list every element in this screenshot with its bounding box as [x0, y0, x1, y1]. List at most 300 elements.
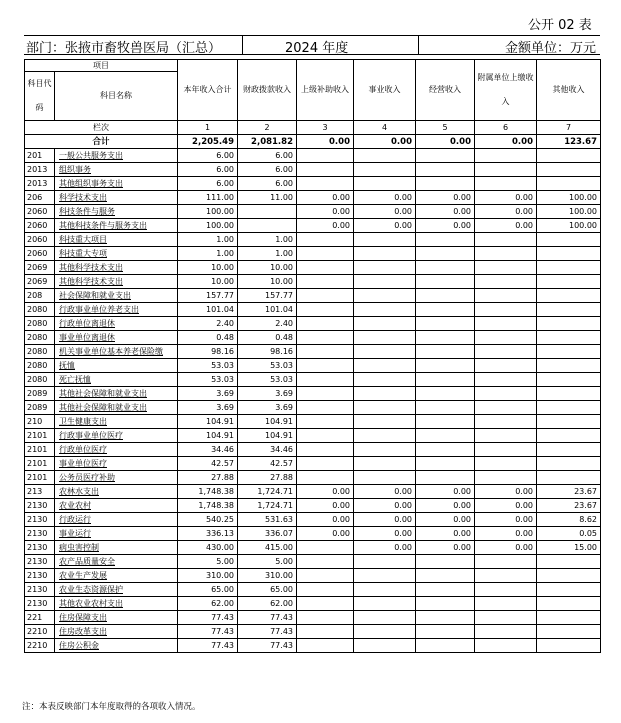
row-name	[55, 359, 178, 373]
row-code: 210	[25, 415, 55, 429]
row-value: 3.69	[238, 401, 297, 415]
row-value	[475, 639, 537, 653]
row-value: 34.46	[178, 443, 238, 457]
row-value	[537, 569, 601, 583]
table-row	[25, 359, 601, 373]
row-value	[475, 373, 537, 387]
row-name-text: 卫生健康支出	[59, 416, 107, 426]
table-row	[25, 429, 601, 443]
row-value	[297, 261, 354, 275]
row-value: 0.00	[475, 205, 537, 219]
row-value	[416, 387, 475, 401]
row-name-text: 科技重大项目	[59, 234, 107, 244]
row-value: 0.00	[416, 205, 475, 219]
row-name	[55, 625, 178, 639]
row-code: 2080	[25, 317, 55, 331]
row-value: 6.00	[238, 163, 297, 177]
row-value	[475, 429, 537, 443]
row-value	[537, 261, 601, 275]
row-name-text: 公务员医疗补助	[59, 472, 115, 482]
row-value	[475, 583, 537, 597]
row-value	[354, 387, 416, 401]
row-value: 0.00	[297, 205, 354, 219]
row-value: 15.00	[537, 541, 601, 555]
row-value: 0.00	[297, 527, 354, 541]
row-value: 77.43	[178, 639, 238, 653]
table-row	[25, 191, 601, 205]
row-value: 10.00	[238, 261, 297, 275]
row-value: 0.00	[354, 513, 416, 527]
row-name-text: 科学技术支出	[59, 192, 107, 202]
table-row	[25, 303, 601, 317]
row-value	[537, 289, 601, 303]
row-value	[416, 597, 475, 611]
row-name	[55, 219, 178, 233]
row-name	[55, 457, 178, 471]
row-value	[238, 205, 297, 219]
row-code: 2060	[25, 233, 55, 247]
row-name-text: 农业农村	[59, 500, 91, 510]
row-value	[537, 303, 601, 317]
row-value	[537, 387, 601, 401]
table-row	[25, 443, 601, 457]
row-value: 23.67	[537, 499, 601, 513]
row-code: 2130	[25, 583, 55, 597]
row-value: 1.00	[178, 247, 238, 261]
total-cell: 2,205.49	[178, 135, 238, 149]
row-name	[55, 261, 178, 275]
row-value	[297, 163, 354, 177]
table-row	[25, 275, 601, 289]
row-code: 221	[25, 611, 55, 625]
row-code: 2080	[25, 331, 55, 345]
row-value	[297, 289, 354, 303]
row-value	[354, 233, 416, 247]
row-code: 2130	[25, 499, 55, 513]
total-cell: 0.00	[475, 135, 537, 149]
total-cell: 2,081.82	[238, 135, 297, 149]
row-name-text: 住房保障支出	[59, 612, 107, 622]
row-value: 0.00	[416, 191, 475, 205]
row-value	[475, 289, 537, 303]
row-name-text: 其他组织事务支出	[59, 178, 123, 188]
row-value: 0.00	[475, 527, 537, 541]
row-value	[475, 163, 537, 177]
row-value: 0.00	[354, 205, 416, 219]
row-value: 65.00	[178, 583, 238, 597]
row-value	[537, 317, 601, 331]
row-value	[537, 331, 601, 345]
row-value	[297, 541, 354, 555]
department-label: 部门：张掖市畜牧兽医局（汇总）	[26, 41, 222, 56]
row-value	[416, 345, 475, 359]
col-header-name: 科目名称	[55, 72, 178, 121]
row-value	[297, 345, 354, 359]
amount-unit: 金额单位：万元	[504, 41, 596, 56]
row-name	[55, 233, 178, 247]
row-value: 336.13	[178, 527, 238, 541]
row-value: 34.46	[238, 443, 297, 457]
row-value: 0.00	[297, 191, 354, 205]
row-name	[55, 317, 178, 331]
row-value	[475, 597, 537, 611]
row-value	[354, 149, 416, 163]
row-value	[537, 457, 601, 471]
row-value: 5.00	[238, 555, 297, 569]
row-name-text: 农林水支出	[59, 486, 99, 496]
row-value: 0.00	[416, 513, 475, 527]
row-value: 540.25	[178, 513, 238, 527]
row-value: 0.05	[537, 527, 601, 541]
col-header-fiscal-appropriation: 财政拨款收入	[238, 60, 297, 121]
row-value: 0.00	[297, 513, 354, 527]
row-name	[55, 275, 178, 289]
row-value	[354, 597, 416, 611]
row-value	[475, 345, 537, 359]
column-number: 7	[537, 121, 601, 135]
row-value: 53.03	[238, 373, 297, 387]
row-value	[475, 625, 537, 639]
row-name-text: 其他社会保障和就业支出	[59, 402, 147, 412]
row-value: 1,724.71	[238, 499, 297, 513]
row-name-text: 病虫害控制	[59, 542, 99, 552]
row-value	[537, 149, 601, 163]
column-number: 3	[297, 121, 354, 135]
col-header-total-income: 本年收入合计	[178, 60, 238, 121]
table-row	[25, 373, 601, 387]
row-value: 11.00	[238, 191, 297, 205]
row-value: 0.00	[354, 499, 416, 513]
row-value	[354, 583, 416, 597]
row-value: 6.00	[178, 149, 238, 163]
row-code: 2089	[25, 387, 55, 401]
row-code: 213	[25, 485, 55, 499]
table-row	[25, 471, 601, 485]
row-name-text: 事业单位医疗	[59, 458, 107, 468]
row-value	[297, 597, 354, 611]
row-name	[55, 611, 178, 625]
row-value: 1.00	[238, 247, 297, 261]
row-value: 6.00	[238, 149, 297, 163]
row-value	[475, 149, 537, 163]
row-value	[354, 639, 416, 653]
row-name	[55, 387, 178, 401]
row-value: 62.00	[178, 597, 238, 611]
row-name-text: 行政单位离退休	[59, 318, 115, 328]
row-value	[475, 233, 537, 247]
column-number: 1	[178, 121, 238, 135]
row-code: 2130	[25, 527, 55, 541]
row-code: 2210	[25, 639, 55, 653]
row-value: 27.88	[238, 471, 297, 485]
row-value: 77.43	[178, 625, 238, 639]
column-number-label: 栏次	[25, 121, 178, 135]
table-row	[25, 583, 601, 597]
row-value	[537, 639, 601, 653]
row-value: 531.63	[238, 513, 297, 527]
row-value	[475, 331, 537, 345]
row-value	[475, 401, 537, 415]
row-code: 2013	[25, 177, 55, 191]
row-name	[55, 163, 178, 177]
row-value: 100.00	[537, 191, 601, 205]
col-header-other-income: 其他收入	[537, 60, 601, 121]
row-value	[475, 261, 537, 275]
row-value	[416, 177, 475, 191]
table-row	[25, 401, 601, 415]
table-row	[25, 639, 601, 653]
project-header: 项目	[25, 60, 178, 72]
table-row	[25, 289, 601, 303]
row-value: 3.69	[238, 387, 297, 401]
row-name-text: 行政事业单位医疗	[59, 430, 123, 440]
row-value	[297, 149, 354, 163]
col-header-affiliated-turnover: 附属单位上缴收入	[475, 60, 537, 121]
row-value: 10.00	[178, 261, 238, 275]
row-value	[475, 359, 537, 373]
row-name	[55, 373, 178, 387]
row-name	[55, 401, 178, 415]
row-value	[537, 275, 601, 289]
row-value	[297, 303, 354, 317]
row-value	[537, 233, 601, 247]
table-row	[25, 625, 601, 639]
table-row	[25, 163, 601, 177]
row-value: 0.00	[297, 485, 354, 499]
col-header-business-income: 事业收入	[354, 60, 416, 121]
table-row	[25, 219, 601, 233]
row-value	[537, 611, 601, 625]
row-value: 101.04	[238, 303, 297, 317]
row-value: 23.67	[537, 485, 601, 499]
row-value: 430.00	[178, 541, 238, 555]
row-value: 6.00	[178, 177, 238, 191]
row-value	[416, 569, 475, 583]
row-value	[475, 611, 537, 625]
row-value	[537, 415, 601, 429]
row-value: 27.88	[178, 471, 238, 485]
row-value	[354, 331, 416, 345]
row-value	[416, 163, 475, 177]
row-code: 201	[25, 149, 55, 163]
table-row	[25, 345, 601, 359]
row-value: 0.00	[475, 191, 537, 205]
row-value: 6.00	[178, 163, 238, 177]
row-value: 53.03	[178, 373, 238, 387]
row-value: 104.91	[238, 415, 297, 429]
row-value	[297, 471, 354, 485]
row-value	[475, 457, 537, 471]
table-row	[25, 499, 601, 513]
column-number: 6	[475, 121, 537, 135]
row-value	[354, 373, 416, 387]
row-code: 2080	[25, 303, 55, 317]
row-name-text: 组织事务	[59, 164, 91, 174]
row-name	[55, 471, 178, 485]
row-name-text: 其他科学技术支出	[59, 276, 123, 286]
row-name-text: 抚恤	[59, 360, 75, 370]
row-value	[297, 359, 354, 373]
row-value	[416, 317, 475, 331]
row-value: 1.00	[238, 233, 297, 247]
col-header-operating-income: 经营收入	[416, 60, 475, 121]
table-row	[25, 527, 601, 541]
table-row	[25, 247, 601, 261]
row-value	[297, 569, 354, 583]
row-name	[55, 191, 178, 205]
row-name-text: 农业生态资源保护	[59, 584, 123, 594]
row-name	[55, 303, 178, 317]
total-cell: 123.67	[537, 135, 601, 149]
row-value: 77.43	[238, 625, 297, 639]
row-value: 77.43	[238, 639, 297, 653]
row-value	[354, 457, 416, 471]
row-name-text: 科技条件与服务	[59, 206, 115, 216]
row-code: 2130	[25, 513, 55, 527]
row-value: 310.00	[238, 569, 297, 583]
row-value: 0.00	[354, 191, 416, 205]
row-value: 157.77	[238, 289, 297, 303]
row-name-text: 住房公积金	[59, 640, 99, 650]
row-value: 2.40	[178, 317, 238, 331]
row-code: 2080	[25, 359, 55, 373]
table-row	[25, 485, 601, 499]
row-code: 208	[25, 289, 55, 303]
row-value	[537, 625, 601, 639]
row-name	[55, 149, 178, 163]
row-value	[297, 429, 354, 443]
row-name-text: 住房改革支出	[59, 626, 107, 636]
row-code: 206	[25, 191, 55, 205]
table-row	[25, 387, 601, 401]
row-value	[354, 261, 416, 275]
row-value: 0.00	[354, 541, 416, 555]
row-value: 0.00	[297, 499, 354, 513]
row-value	[416, 555, 475, 569]
row-value: 100.00	[537, 219, 601, 233]
row-value: 104.91	[238, 429, 297, 443]
row-value: 2.40	[238, 317, 297, 331]
row-value	[354, 471, 416, 485]
form-code: 公开 02 表	[528, 18, 592, 33]
row-value	[537, 401, 601, 415]
row-value: 1,748.38	[178, 485, 238, 499]
row-value	[475, 471, 537, 485]
row-value	[354, 443, 416, 457]
column-number: 4	[354, 121, 416, 135]
row-value	[416, 583, 475, 597]
row-value	[297, 275, 354, 289]
row-name	[55, 527, 178, 541]
row-value: 310.00	[178, 569, 238, 583]
row-value: 98.16	[178, 345, 238, 359]
row-value	[297, 331, 354, 345]
row-value	[416, 373, 475, 387]
row-value	[537, 443, 601, 457]
row-value: 0.00	[475, 219, 537, 233]
table-row	[25, 177, 601, 191]
row-value: 0.00	[416, 499, 475, 513]
row-value: 0.00	[354, 485, 416, 499]
table-row	[25, 597, 601, 611]
row-name	[55, 443, 178, 457]
row-name	[55, 541, 178, 555]
row-value	[297, 317, 354, 331]
row-value	[354, 303, 416, 317]
row-value: 8.62	[537, 513, 601, 527]
row-name	[55, 499, 178, 513]
row-value	[354, 359, 416, 373]
row-value: 0.00	[416, 485, 475, 499]
row-name	[55, 415, 178, 429]
row-value: 6.00	[238, 177, 297, 191]
row-value	[416, 401, 475, 415]
row-value: 10.00	[238, 275, 297, 289]
row-value: 1,748.38	[178, 499, 238, 513]
row-value	[475, 303, 537, 317]
row-name	[55, 331, 178, 345]
row-value: 101.04	[178, 303, 238, 317]
row-value	[354, 275, 416, 289]
row-name-text: 其他农业农村支出	[59, 598, 123, 608]
row-value: 77.43	[238, 611, 297, 625]
row-value	[297, 415, 354, 429]
row-value: 104.91	[178, 429, 238, 443]
income-table	[24, 59, 601, 653]
row-code: 2101	[25, 443, 55, 457]
row-value	[297, 247, 354, 261]
row-name	[55, 289, 178, 303]
row-value	[537, 247, 601, 261]
row-code: 2101	[25, 429, 55, 443]
table-row	[25, 415, 601, 429]
row-value	[475, 387, 537, 401]
header-divider	[242, 36, 243, 54]
row-value: 1.00	[178, 233, 238, 247]
total-cell: 0.00	[416, 135, 475, 149]
row-code: 2210	[25, 625, 55, 639]
row-name	[55, 485, 178, 499]
total-cell: 0.00	[297, 135, 354, 149]
row-value	[537, 373, 601, 387]
row-value	[354, 555, 416, 569]
row-name	[55, 569, 178, 583]
row-value: 336.07	[238, 527, 297, 541]
row-value: 111.00	[178, 191, 238, 205]
total-row	[25, 135, 601, 149]
table-row	[25, 149, 601, 163]
row-value	[297, 373, 354, 387]
row-value	[416, 429, 475, 443]
row-name-text: 机关事业单位基本养老保险缴	[59, 346, 163, 356]
col-header-code: 科目代码	[25, 72, 55, 121]
header-divider	[418, 36, 419, 54]
table-body	[25, 149, 601, 653]
col-header-superior-subsidy: 上级补助收入	[297, 60, 354, 121]
row-value: 42.57	[238, 457, 297, 471]
row-value	[297, 555, 354, 569]
row-value: 100.00	[178, 205, 238, 219]
row-value	[537, 597, 601, 611]
row-code: 2060	[25, 219, 55, 233]
row-name-text: 事业运行	[59, 528, 91, 538]
row-value	[475, 443, 537, 457]
row-name	[55, 555, 178, 569]
table-row	[25, 317, 601, 331]
row-name	[55, 639, 178, 653]
row-value: 1,724.71	[238, 485, 297, 499]
row-code: 2130	[25, 555, 55, 569]
